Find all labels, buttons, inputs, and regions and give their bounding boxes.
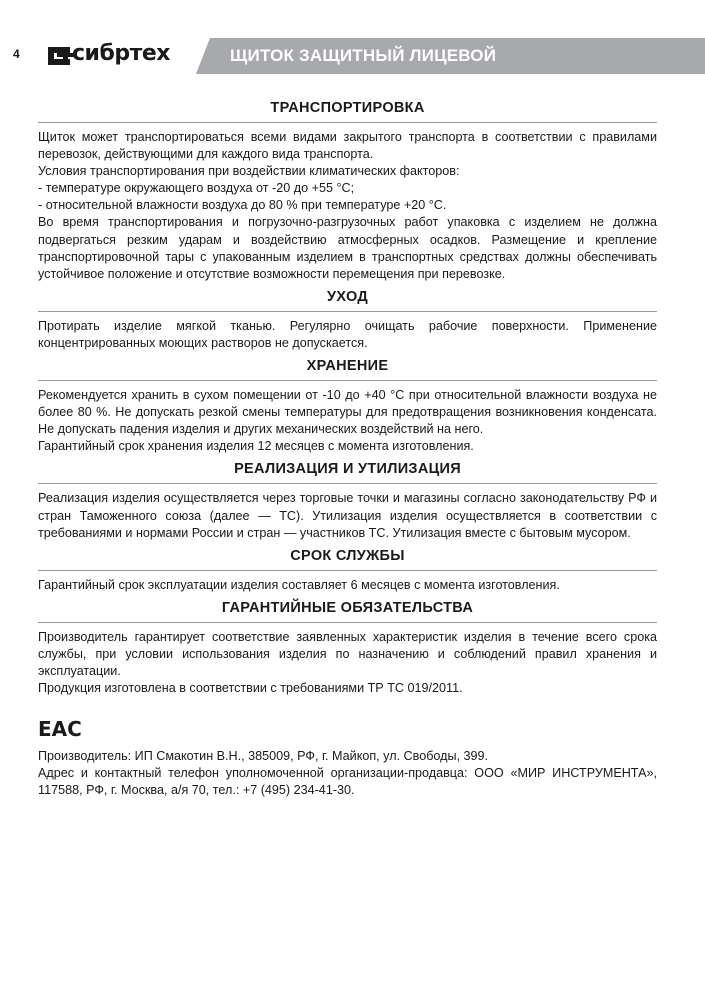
paragraph: Производитель гарантирует соответствие заявленных характеристик изделия в течение всего срока службы, при условии использования изделия по назначению и соблюдений правил хранения и эксплуатации. — [38, 629, 657, 678]
paragraph: Протирать изделие мягкой тканью. Регулярно очищать рабочие поверхности. Применение концентрированных моющих растворов не допускается. — [38, 318, 657, 350]
paragraph: Условия транспортирования при воздействии климатических факторов: — [38, 164, 460, 179]
section-care — [38, 289, 657, 352]
section-title: РЕАЛИЗАЦИЯ И УТИЛИЗАЦИЯ — [38, 461, 657, 484]
section-warranty — [38, 600, 657, 697]
paragraph: Щиток может транспортироваться всеми видами закрытого транспорта в соответствии с правилами перевозок, действующими для каждого вида транспорта. — [38, 130, 657, 162]
page-number: 4 — [13, 47, 20, 61]
section-title: ГАРАНТИЙНЫЕ ОБЯЗАТЕЛЬСТВА — [38, 600, 657, 623]
document-title: ЩИТОК ЗАЩИТНЫЙ ЛИЦЕВОЙ — [230, 46, 497, 65]
seller-address: Адрес и контактный телефон уполномоченной организации-продавца: ООО «МИР ИНСТРУМЕНТА», 117588, РФ, г. Москва, а/я 70, тел.: +7 (495) 234-41-30. — [38, 766, 657, 798]
section-title: УХОД — [38, 289, 657, 312]
section-title: ТРАНСПОРТИРОВКА — [38, 100, 657, 123]
paragraph: - температуре окружающего воздуха от -20 до +55 °С; — [38, 181, 355, 196]
brand-name: сибртех — [72, 41, 170, 66]
paragraph: Во время транспортирования и погрузочно-разгрузочных работ упаковка с изделием не должна подвергаться резким ударам и воздействию атмосферных осадков. Размещение и крепление транспортировочной тары с упакованным изделием в транспортных средствах должны обеспечивать устойчивое положение и отсутствие возможности перемещения при перевозке. — [38, 215, 657, 281]
paragraph: Реализация изделия осуществляется через торговые точки и магазины согласно законодательству РФ и стран Таможенного союза (далее — ТС). Утилизация изделия осуществляется в соответствии с требованиями и нормами России и стран — участников ТС. Утилизация вместе с бытовым мусором. — [38, 491, 657, 540]
paragraph: Рекомендуется хранить в сухом помещении от -10 до +40 °С при относительной влажности воздуха не более 80 %. Не допускать резкой смены температуры для предотвращения возникновения конденсата. Не допускать падения изделия и других механических воздействий на него. — [38, 388, 657, 437]
section-storage — [38, 358, 657, 455]
eac-mark-text: EAC — [38, 717, 82, 742]
section-disposal — [38, 461, 657, 541]
main-content — [38, 100, 657, 799]
page-header — [0, 0, 705, 90]
paragraph: - относительной влажности воздуха до 80 % при температуре +20 °С. — [38, 198, 447, 213]
section-title: ХРАНЕНИЕ — [38, 358, 657, 381]
section-service-life — [38, 548, 657, 594]
eac-mark-icon — [38, 717, 82, 742]
paragraph: Гарантийный срок хранения изделия 12 месяцев с момента изготовления. — [38, 439, 474, 454]
section-title: СРОК СЛУЖБЫ — [38, 548, 657, 571]
paragraph: Продукция изготовлена в соответствии с требованиями ТР ТС 019/2011. — [38, 681, 463, 696]
section-transport — [38, 100, 657, 283]
paragraph: Гарантийный срок эксплуатации изделия составляет 6 месяцев с момента изготовления. — [38, 577, 560, 592]
manufacturer-info: Производитель: ИП Смакотин В.Н., 385009, РФ, г. Майкоп, ул. Свободы, 399. — [38, 749, 489, 764]
